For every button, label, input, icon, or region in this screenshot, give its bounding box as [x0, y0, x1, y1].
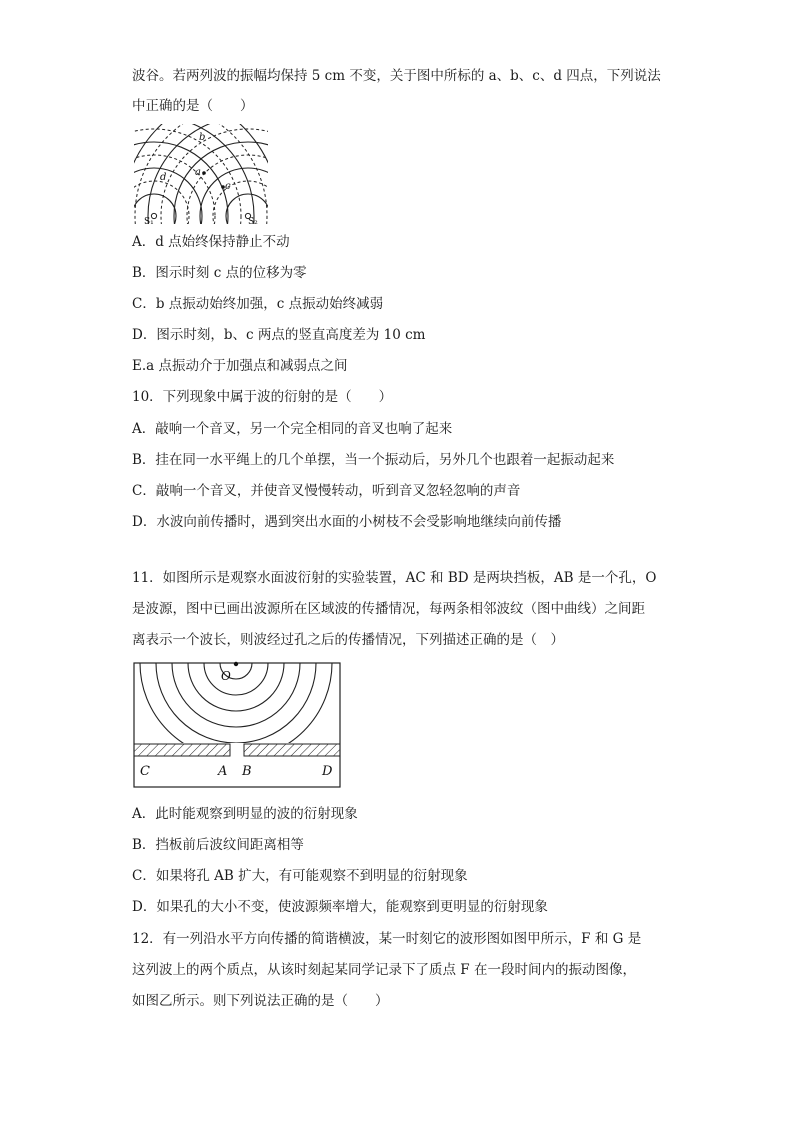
- q11-stem-line-1: 11．如图所示是观察水面波衍射的实验装置，AC 和 BD 是两块挡板，AB 是一个孔，O: [132, 570, 657, 586]
- q12-stem-line-2: 这列波上的两个质点，从该时刻起某同学记录下了质点 F 在一段时间内的振动图像，: [132, 962, 636, 978]
- q9-stem-line-1: 波谷。若两列波的振幅均保持 5 cm 不变，关于图中所标的 a、b、c、d 四点，下列说法: [132, 68, 661, 84]
- q12-stem-line-1: 12．有一列沿水平方向传播的简谐横波，某一时刻它的波形图如图甲所示，F 和 G 是: [132, 931, 642, 947]
- label-b: b: [199, 132, 206, 143]
- q11-option-b: B．挡板前后波纹间距离相等: [132, 837, 304, 853]
- point-a-dot: [202, 171, 206, 175]
- label-d: D: [322, 764, 333, 779]
- q11-option-d: D．如果孔的大小不变，使波源频率增大，能观察到更明显的衍射现象: [132, 899, 548, 915]
- q9-interference-figure: [132, 124, 272, 226]
- q10-option-a: A．敲响一个音叉，另一个完全相同的音叉也响了起来: [132, 421, 453, 437]
- label-s1: S₁: [144, 217, 154, 226]
- barrier-ac: [134, 744, 230, 756]
- wave-source-o: [234, 662, 238, 666]
- label-c: C: [140, 764, 150, 779]
- q9-stem-line-2: 中正确的是（ ）: [132, 98, 254, 114]
- label-a: a: [195, 167, 201, 178]
- q12-stem-line-3: 如图乙所示。则下列说法正确的是（ ）: [132, 993, 389, 1009]
- q9-option-c: C．b 点振动始终加强，c 点振动始终减弱: [132, 296, 384, 312]
- q9-option-e: E.a 点振动介于加强点和减弱点之间: [132, 358, 348, 374]
- q10-stem: 10．下列现象中属于波的衍射的是（ ）: [132, 389, 393, 405]
- q9-option-d: D．图示时刻，b、c 两点的竖直高度差为 10 cm: [132, 327, 426, 343]
- q9-option-b: B．图示时刻 c 点的位移为零: [132, 265, 307, 281]
- q9-option-a: A．d 点始终保持静止不动: [132, 234, 290, 250]
- label-a: A: [218, 764, 228, 779]
- q11-option-c: C．如果将孔 AB 扩大，有可能观察不到明显的衍射现象: [132, 868, 468, 884]
- q11-stem-line-2: 是波源，图中已画出波源所在区域波的传播情况，每两条相邻波纹（图中曲线）之间距: [132, 601, 645, 617]
- label-s2: S₂: [248, 217, 258, 226]
- label-d: d: [160, 172, 167, 183]
- q10-option-c: C．敲响一个音叉，并使音叉慢慢转动，听到音叉忽轻忽响的声音: [132, 483, 521, 499]
- label-o: O: [221, 669, 231, 683]
- q10-option-b: B．挂在同一水平绳上的几个单摆，当一个振动后，另外几个也跟着一起振动起来: [132, 452, 615, 468]
- label-b: B: [242, 764, 252, 779]
- q11-stem-line-3: 离表示一个波长，则波经过孔之后的传播情况，下列描述正确的是（ ）: [132, 632, 564, 648]
- label-c: c: [225, 181, 231, 192]
- q11-diffraction-figure: [132, 660, 344, 790]
- q11-option-a: A．此时能观察到明显的波的衍射现象: [132, 806, 358, 822]
- q10-option-d: D．水波向前传播时，遇到突出水面的小树枝不会受影响地继续向前传播: [132, 514, 562, 530]
- barrier-bd: [244, 744, 340, 756]
